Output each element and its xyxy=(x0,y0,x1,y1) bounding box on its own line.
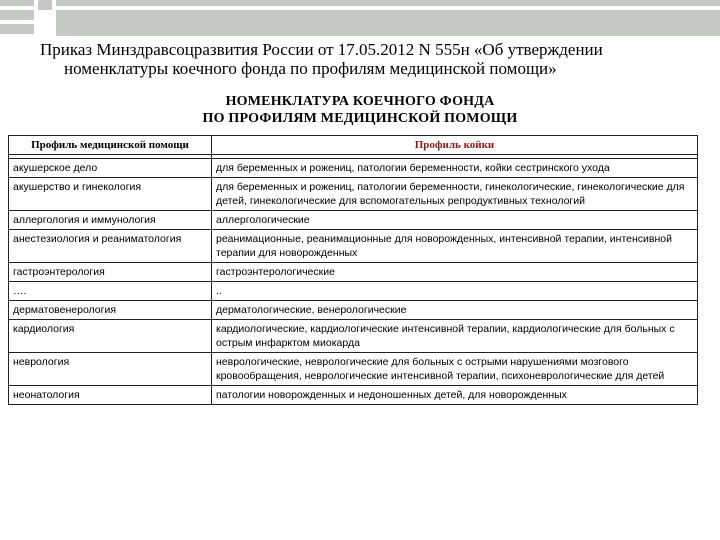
slide-title xyxy=(40,40,700,78)
table-row xyxy=(9,230,698,263)
beds-cell: для беременных и рожениц, патологии беременности, гинекологические, гинекологические для детей, гинекологические для вспомогательных репродуктивных технологий xyxy=(212,178,698,211)
document-heading xyxy=(120,93,600,127)
profile-cell: …. xyxy=(9,282,212,301)
beds-cell: кардиологические, кардиологические интенсивной терапии, кардиологические для больных с острым инфарктом миокарда xyxy=(212,320,698,353)
profile-cell: гастроэнтерология xyxy=(9,263,212,282)
profile-cell: дерматовенерология xyxy=(9,301,212,320)
table-row xyxy=(9,386,698,405)
profile-cell: неонатология xyxy=(9,386,212,405)
beds-cell: аллергологические xyxy=(212,211,698,230)
profile-cell: анестезиология и реаниматология xyxy=(9,230,212,263)
header-decoration xyxy=(0,0,720,42)
slide-title-line1: Приказ Минздравсоцразвития России от 17.05.2012 N 555н «Об утверждении xyxy=(40,40,603,59)
table-row xyxy=(9,211,698,230)
beds-cell: гастроэнтерологические xyxy=(212,263,698,282)
beds-cell: неврологические, неврологические для больных с острыми нарушениями мозгового кровообращения, неврологические интенсивной терапии, психоневрологические для детей xyxy=(212,353,698,386)
beds-cell: для беременных и рожениц, патологии беременности, койки сестринского ухода xyxy=(212,159,698,178)
table-row xyxy=(9,282,698,301)
profile-cell: неврология xyxy=(9,353,212,386)
profile-cell: кардиология xyxy=(9,320,212,353)
table-row xyxy=(9,353,698,386)
profile-cell: аллергология и иммунология xyxy=(9,211,212,230)
table-row xyxy=(9,320,698,353)
table-row xyxy=(9,263,698,282)
profile-cell: акушерство и гинекология xyxy=(9,178,212,211)
beds-cell: дерматологические, венерологические xyxy=(212,301,698,320)
beds-cell: патологии новорожденных и недоношенных детей, для новорожденных xyxy=(212,386,698,405)
column-header-profile: Профиль медицинской помощи xyxy=(9,136,212,155)
table-row xyxy=(9,159,698,178)
table-row xyxy=(9,301,698,320)
table-row xyxy=(9,178,698,211)
table-header-row xyxy=(9,136,698,155)
beds-cell: .. xyxy=(212,282,698,301)
beds-cell: реанимационные, реанимационные для новорожденных, интенсивной терапии, интенсивной терапии для новорожденных xyxy=(212,230,698,263)
column-header-beds: Профиль койки xyxy=(212,136,698,155)
document-heading-line2: ПО ПРОФИЛЯМ МЕДИЦИНСКОЙ ПОМОЩИ xyxy=(202,111,518,126)
document-heading-line1: НОМЕНКЛАТУРА КОЕЧНОГО ФОНДА xyxy=(225,94,495,109)
profile-cell: акушерское дело xyxy=(9,159,212,178)
nomenclature-table xyxy=(8,135,698,405)
slide-title-line2: номенклатуры коечного фонда по профилям медицинской помощи» xyxy=(64,59,557,78)
